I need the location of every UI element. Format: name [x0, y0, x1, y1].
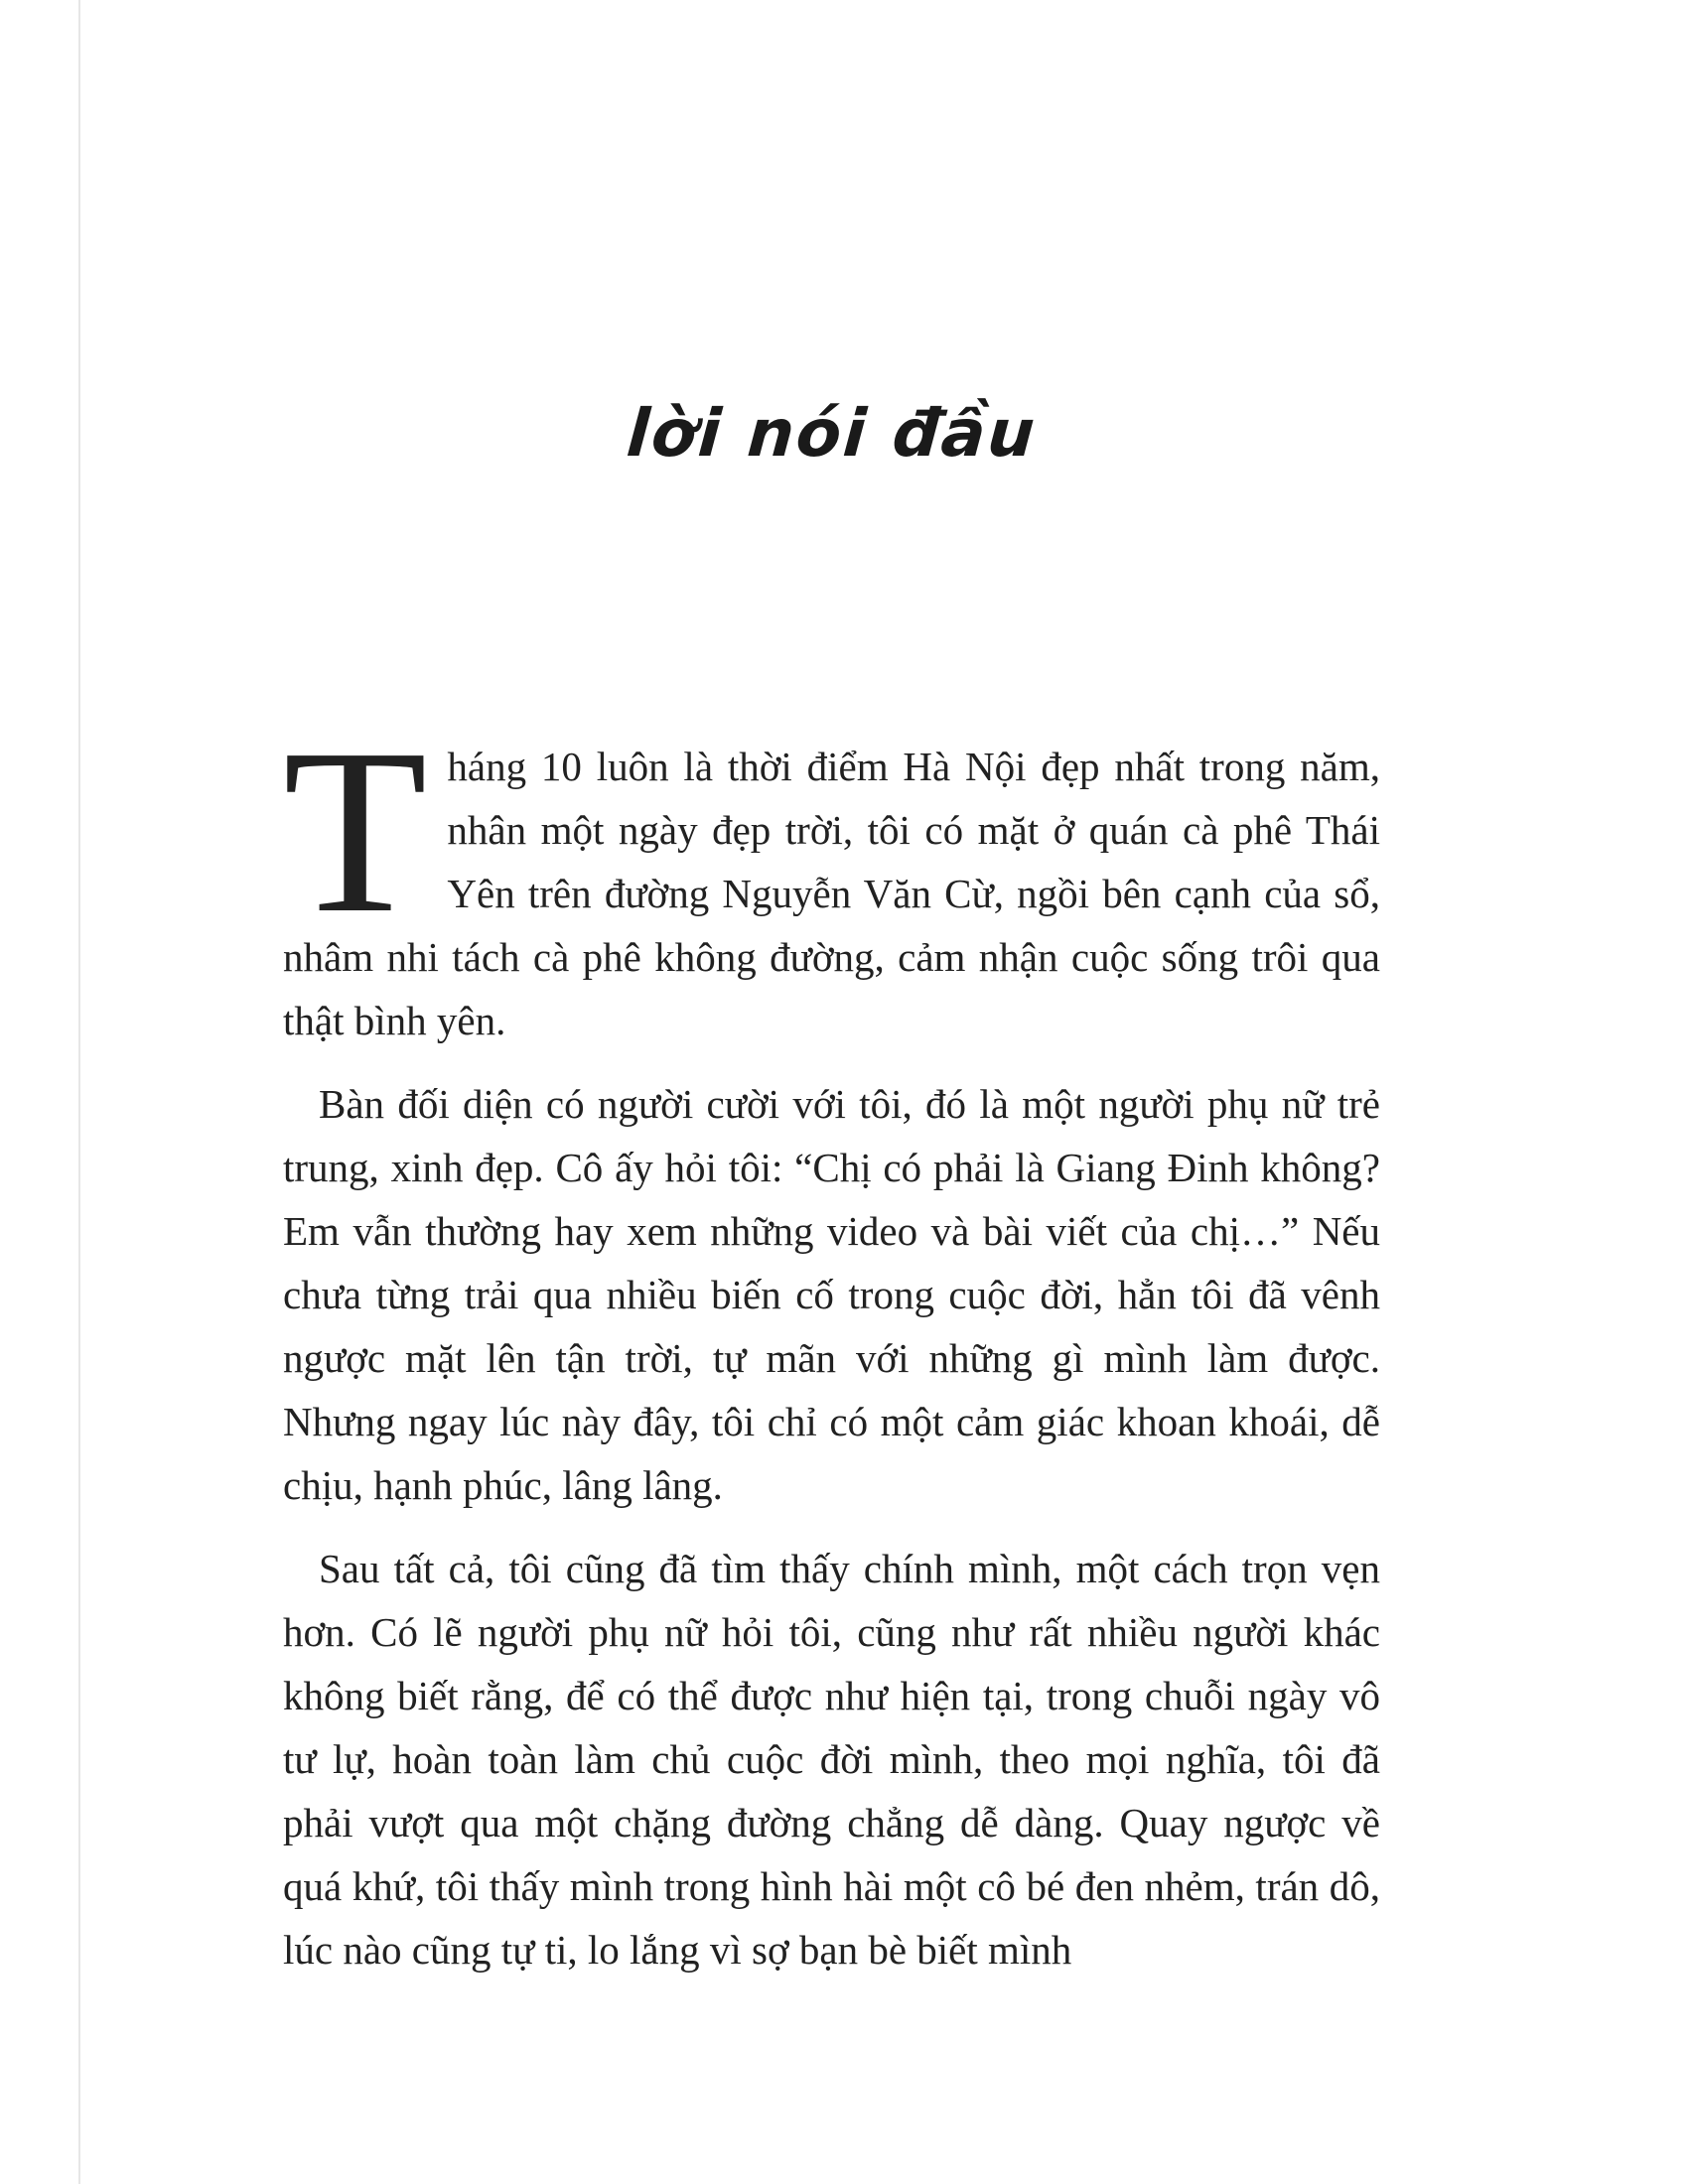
page-edge-line — [78, 0, 80, 2184]
body-paragraph — [283, 701, 1380, 1052]
drop-cap: T — [283, 701, 428, 962]
page-content — [283, 0, 1380, 2001]
body-paragraph: Sau tất cả, tôi cũng đã tìm thấy chính mình, một cách trọn vẹn hơn. Có lẽ người phụ nữ hỏi tôi, cũng như rất nhiều người khác không biết rằng, để có thể được như hiện tại, trong chuỗi ngày vô tư lự, hoàn toàn làm chủ cuộc đời mình, theo mọi nghĩa, tôi đã phải vượt qua một chặng đường chẳng dễ dàng. Quay ngược về quá khứ, tôi thấy mình trong hình hài một cô bé đen nhẻm, trán dô, lúc nào cũng tự ti, lo lắng vì sợ bạn bè biết mình — [283, 1546, 1380, 1973]
page-body — [283, 701, 1380, 1981]
body-paragraph: Bàn đối diện có người cười với tôi, đó là một người phụ nữ trẻ trung, xinh đẹp. Cô ấy hỏi tôi: “Chị có phải là Giang Đinh không? Em vẫn thường hay xem những video và bài viết của chị…” Nếu chưa từng trải qua nhiều biến cố trong cuộc đời, hẳn tôi đã vênh ngược mặt lên tận trời, tự mãn với những gì mình làm được. Nhưng ngay lúc này đây, tôi chỉ có một cảm giác khoan khoái, dễ chịu, hạnh phúc, lâng lâng. — [283, 1081, 1380, 1508]
paragraph-text: háng 10 luôn là thời điểm Hà Nội đẹp nhất trong năm, nhân một ngày đẹp trời, tôi có mặt ở quán cà phê Thái Yên trên đường Nguyễn Văn Cừ, ngồi bên cạnh của sổ, nhâm nhi tách cà phê không đường, cảm nhận cuộc sống trôi qua thật bình yên. — [283, 744, 1380, 1043]
chapter-title: lời nói đầu — [624, 395, 1040, 472]
